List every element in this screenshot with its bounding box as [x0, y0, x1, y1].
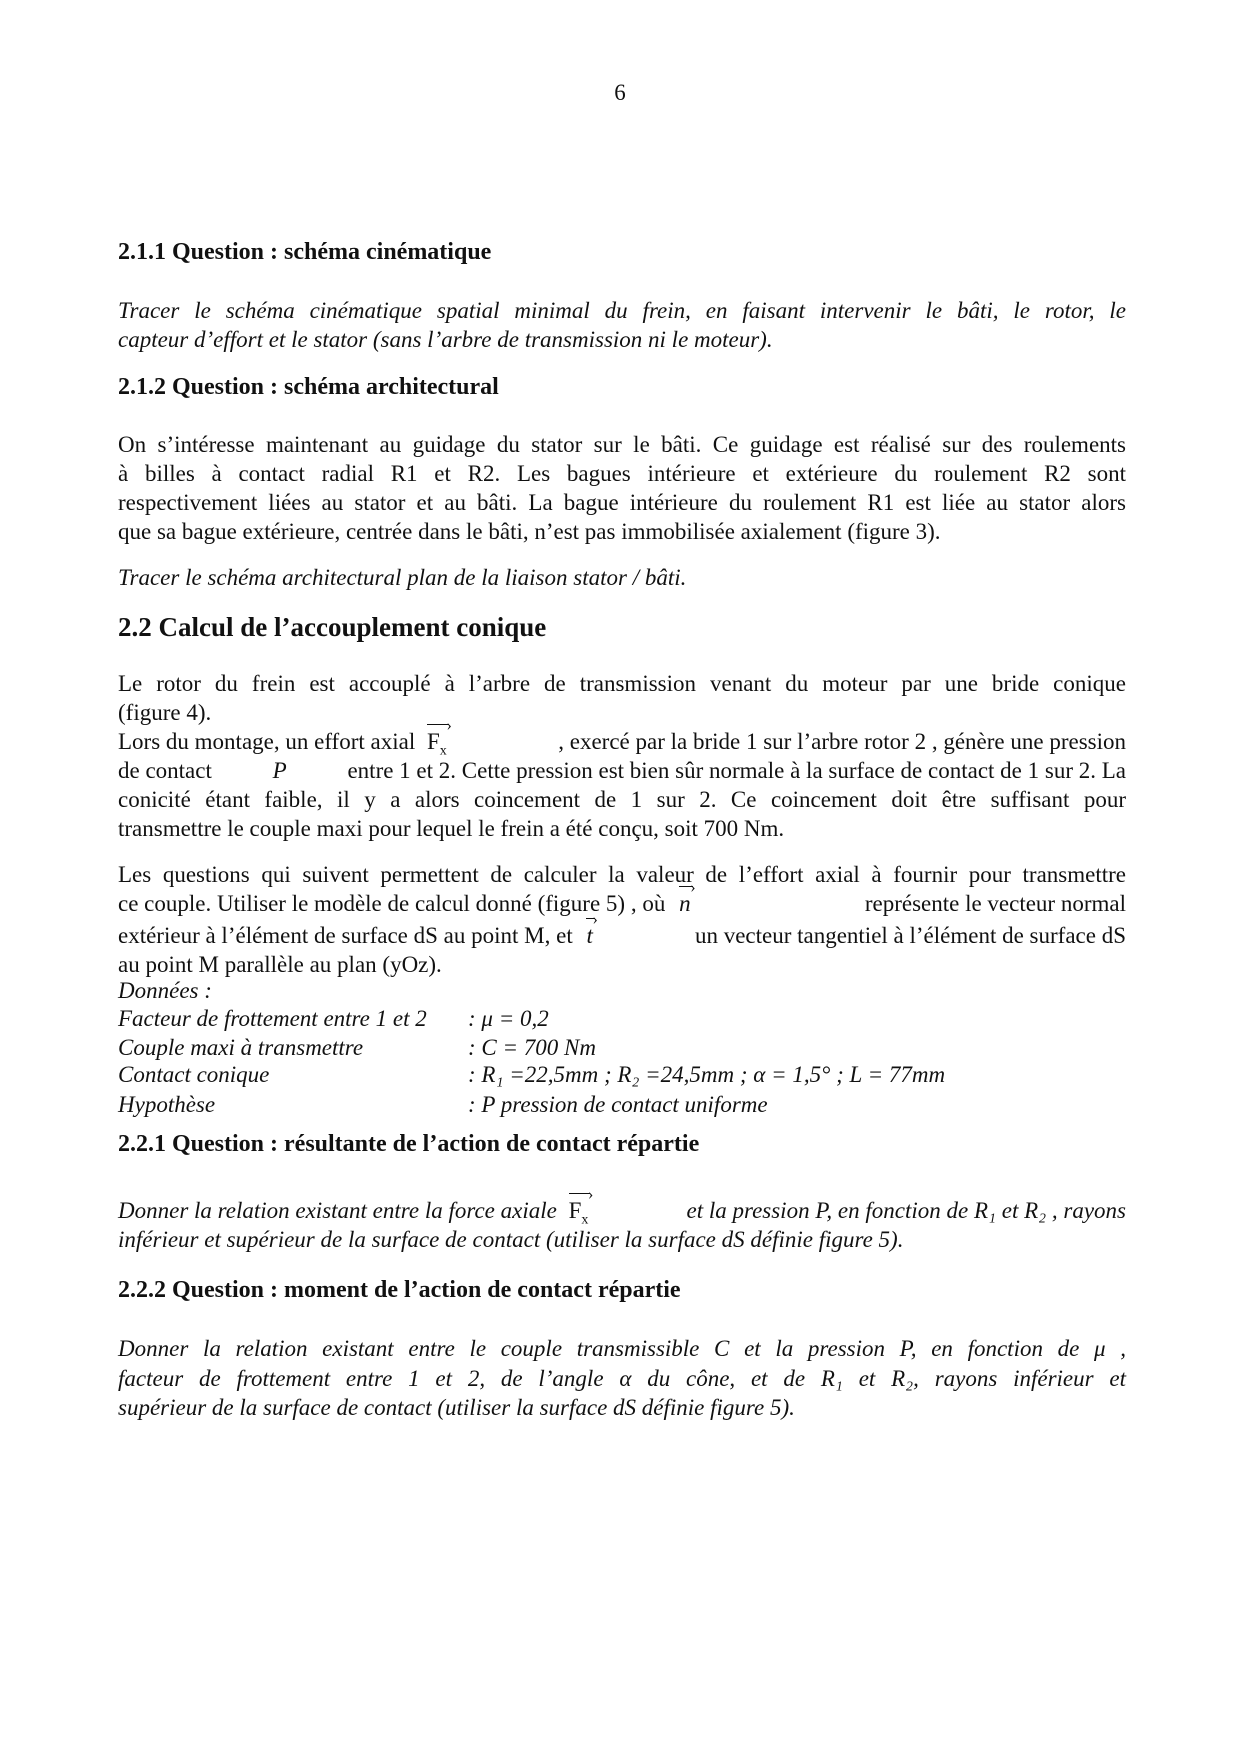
pressure-symbol: P	[272, 758, 287, 783]
donnees-label: Données :	[118, 978, 212, 1003]
s22-p2-line-2: de contact P entre 1 et 2. Cette pression est bien sûr normale à la surface de contact de 1 sur 2. La	[118, 758, 1126, 783]
s22-p2-line-1	[118, 727, 1126, 759]
s22-p2-line-3: conicité étant faible, il y a alors coincement de 1 sur 2. Ce coincement doit être suffisant pour	[118, 787, 1126, 812]
force-fx-vector: $F_x$ ›	[427, 727, 447, 756]
s22-p3-line-2: ce couple. Utiliser le modèle de calcul donné (figure 5) , où n › représente le vecteur normal	[118, 889, 1126, 918]
s222-line-2: facteur de frottement entre 1 et 2, de l’angle α du cône, et de R₁ et R₂, rayons inférieur et	[118, 1366, 1126, 1391]
heading-2-2-1: 2.2.1 Question : résultante de l’action de contact répartie	[118, 1131, 700, 1157]
s211-line-1: Tracer le schéma cinématique spatial minimal du frein, en faisant intervenir le bâti, le rotor, le	[118, 298, 1126, 323]
s222-line-1: Donner la relation existant entre le couple transmissible C et la pression P, en fonction de μ ,	[118, 1336, 1126, 1361]
heading-2-2: 2.2 Calcul de l’accouplement conique	[118, 612, 547, 642]
s212-p1-line-4: que sa bague extérieure, centrée dans le bâti, n’est pas immobilisée axialement (figure 3).	[118, 519, 941, 544]
force-fx-vector-2: $F_x$ ›	[569, 1196, 589, 1225]
s222-line-3: supérieur de la surface de contact (utiliser la surface dS définie figure 5).	[118, 1395, 795, 1420]
s212-p1-line-3: respectivement liées au stator et au bâti. La bague intérieure du roulement R1 est liée au stator alors	[118, 490, 1126, 515]
page-number: 6	[614, 80, 626, 105]
s22-p1-line-1: Le rotor du frein est accouplé à l’arbre de transmission venant du moteur par une bride conique	[118, 671, 1126, 696]
s221-line-1: Donner la relation existant entre la force axiale $F_x$ › et la pression P, en fonction de R₁ et R₂ , rayons	[118, 1196, 1126, 1225]
s22-p3-line-3: extérieur à l’élément de surface dS au point M, et t › un vecteur tangentiel à l’élément de surface dS	[118, 921, 1126, 950]
s22-p2-line-1-start: Lors du montage, un effort axial	[118, 729, 416, 754]
heading-2-2-2: 2.2.2 Question : moment de l’action de contact répartie	[118, 1277, 681, 1303]
s22-p2-line-4: transmettre le couple maxi pour lequel le frein a été conçu, soit 700 Nm.	[118, 816, 785, 841]
s221-line-2: inférieur et supérieur de la surface de contact (utiliser la surface dS définie figure 5).	[118, 1227, 904, 1252]
tangent-vector-t: t ›	[586, 921, 592, 950]
heading-2-1-1: 2.1.1 Question : schéma cinématique	[118, 239, 492, 265]
heading-2-1-2: 2.1.2 Question : schéma architectural	[118, 374, 499, 400]
s211-line-2: capteur d’effort et le stator (sans l’arbre de transmission ni le moteur).	[118, 327, 773, 352]
s22-p1-line-2: (figure 4).	[118, 700, 212, 725]
s212-p1-line-2: à billes à contact radial R1 et R2. Les bagues intérieure et extérieure du roulement R2 sont	[118, 461, 1126, 486]
s22-p3-line-1: Les questions qui suivent permettent de calculer la valeur de l’effort axial à fournir pour transmettre	[118, 862, 1126, 887]
s212-instruction: Tracer le schéma architectural plan de la liaison stator / bâti.	[118, 565, 687, 590]
s22-p2-line-1-end: , exercé par la bride 1 sur l’arbre rotor 2 , génère une pression	[558, 729, 1126, 754]
s22-p3-line-4: au point M parallèle au plan (yOz).	[118, 952, 442, 977]
s212-p1-line-1: On s’intéresse maintenant au guidage du stator sur le bâti. Ce guidage est réalisé sur des roulements	[118, 432, 1126, 457]
normal-vector-n: n ›	[679, 889, 691, 918]
